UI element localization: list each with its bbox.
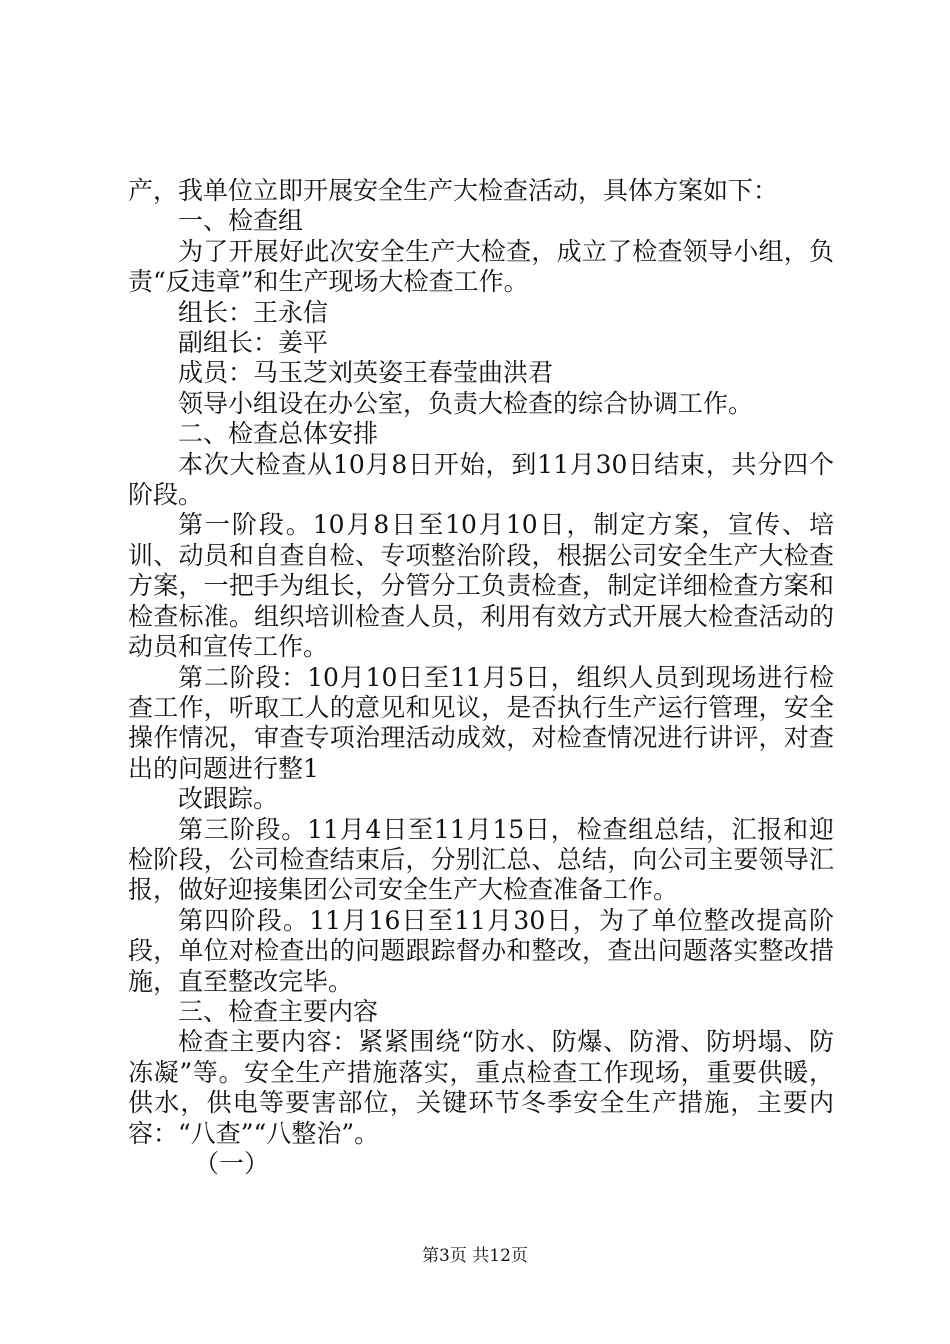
paragraph-phase-1: 第一阶段。10月8日至10月10日，制定方案，宣传、培训、动员和自查自检、专项整治阶段，根据公司安全生产大检查方案，一把手为组长，分管分工负责检查，制定详细检查方案和检查标准。组织培训检查人员，利用有效方式开展大检查活动的动员和宣传工作。	[128, 510, 834, 662]
section-heading-2: 二、检查总体安排	[178, 419, 379, 449]
paragraph-phase-2-tail: 改跟踪。	[178, 784, 279, 814]
section-heading-3: 三、检查主要内容	[178, 996, 379, 1026]
section-heading-1: 一、检查组	[178, 206, 304, 236]
subsection-heading-1: （一）	[194, 1149, 270, 1178]
members-line: 成员：马玉芝刘英姿王春莹曲洪君	[178, 358, 554, 388]
group-leader-line: 组长：王永信	[178, 297, 329, 327]
paragraph-group-setup: 为了开展好此次安全生产大检查，成立了检查领导小组，负责“反违章”和生产现场大检查工作。	[128, 236, 834, 297]
paragraph-continuation: 产，我单位立即开展安全生产大检查活动，具体方案如下：	[128, 176, 779, 205]
paragraph-main-content: 检查主要内容：紧紧围绕“防水、防爆、防滑、防坍塌、防冻凝”等。安全生产措施落实，重点检查工作现场，重要供暖，供水，供电等要害部位，关键环节冬季安全生产措施，主要内容：“八查”“八整治”。	[128, 1027, 834, 1148]
paragraph-phase-4: 第四阶段。11月16日至11月30日，为了单位整改提高阶段，单位对检查出的问题跟踪督办和整改，查出问题落实整改措施，直至整改完毕。	[128, 905, 834, 996]
paragraph-office: 领导小组设在办公室，负责大检查的综合协调工作。	[178, 388, 754, 418]
paragraph-phase-3: 第三阶段。11月4日至11月15日，检查组总结，汇报和迎检阶段，公司检查结束后，分别汇总、总结，向公司主要领导汇报，做好迎接集团公司安全生产大检查准备工作。	[128, 814, 834, 905]
paragraph-schedule: 本次大检查从10月8日开始，到11月30日结束，共分四个阶段。	[128, 449, 834, 510]
document-body	[128, 176, 834, 1179]
paragraph-phase-2: 第二阶段：10月10日至11月5日，组织人员到现场进行检查工作，听取工人的意见和见议，是否执行生产运行管理，安全操作情况，审查专项治理活动成效，对检查情况进行讲评，对查出的问题进行整1	[128, 662, 834, 783]
deputy-leader-line: 副组长：姜平	[178, 328, 329, 358]
page-footer: 第3页 共12页	[422, 1246, 528, 1266]
